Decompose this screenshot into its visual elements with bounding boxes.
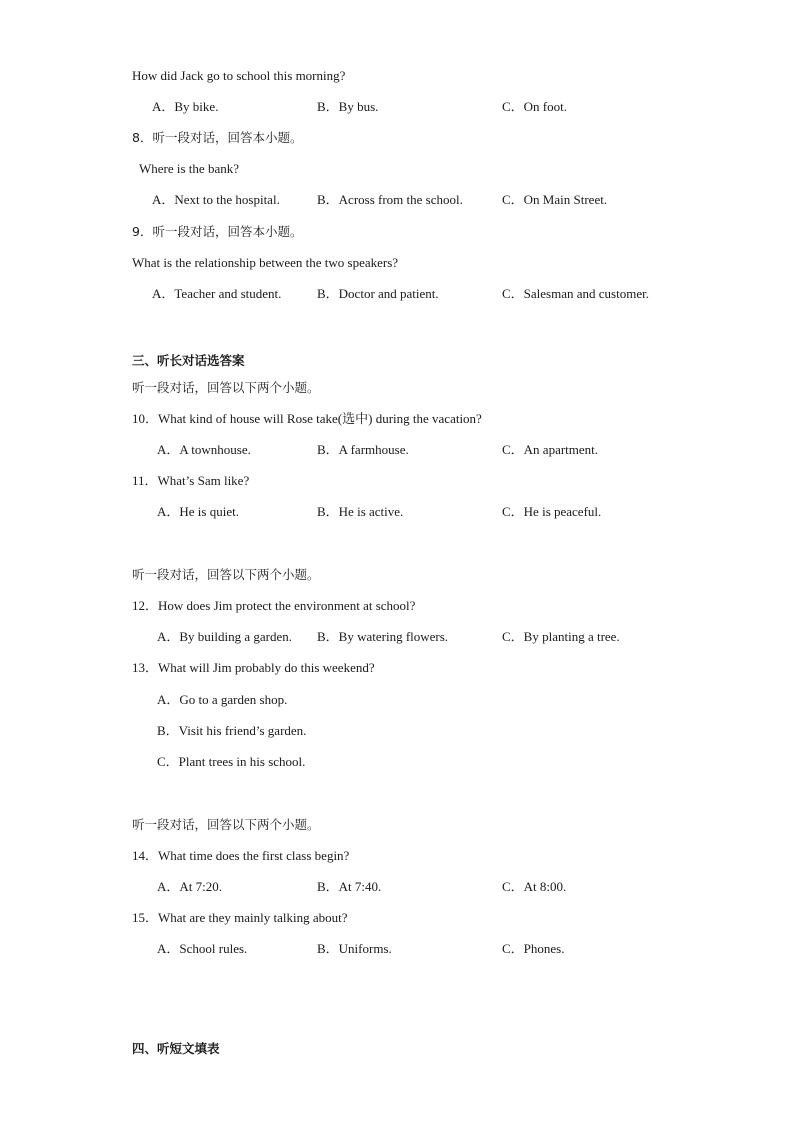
- question-9-text: What is the relationship between the two speakers?: [132, 255, 399, 270]
- question-13-text: 13．What will Jim probably do this weekend?: [132, 660, 375, 675]
- q15-option-b: B．Uniforms.: [317, 941, 392, 956]
- q15-option-a: A．School rules.: [157, 941, 248, 956]
- q12-option-a: A．By building a garden.: [157, 629, 293, 644]
- q14-option-b: B．At 7:40.: [317, 879, 382, 894]
- section-4-title: 四、听短文填表: [132, 1041, 220, 1056]
- group-1-intro: 听一段对话，回答以下两个小题。: [132, 380, 320, 395]
- question-9-heading: 9．听一段对话，回答本小题。: [132, 224, 303, 239]
- q15-option-c: C．Phones.: [502, 941, 565, 956]
- section-3-title: 三、听长对话选答案: [132, 353, 245, 368]
- q14-option-a: A．At 7:20.: [157, 879, 223, 894]
- q8-option-c: C．On Main Street.: [502, 192, 608, 207]
- q9-option-b: B．Doctor and patient.: [317, 286, 439, 301]
- q10-option-c: C．An apartment.: [502, 442, 599, 457]
- question-11-text: 11．What’s Sam like?: [132, 473, 250, 488]
- q11-option-b: B．He is active.: [317, 504, 404, 519]
- q12-option-b: B．By watering flowers.: [317, 629, 449, 644]
- question-8-text: Where is the bank?: [139, 161, 239, 176]
- group-2-intro: 听一段对话，回答以下两个小题。: [132, 567, 320, 582]
- q7-option-c: C．On foot.: [502, 99, 568, 114]
- question-8-heading: 8．听一段对话，回答本小题。: [132, 130, 303, 145]
- question-7-text: How did Jack go to school this morning?: [132, 68, 346, 83]
- q10-option-b: B．A farmhouse.: [317, 442, 409, 457]
- q8-option-a: A．Next to the hospital.: [152, 192, 280, 207]
- q9-option-c: C．Salesman and customer.: [502, 286, 649, 301]
- q7-option-b: B．By bus.: [317, 99, 379, 114]
- question-12-text: 12．How does Jim protect the environment at school?: [132, 598, 416, 613]
- question-15-text: 15．What are they mainly talking about?: [132, 910, 348, 925]
- question-10-text: 10．What kind of house will Rose take(选中) during the vacation?: [132, 411, 482, 426]
- q12-option-c: C．By planting a tree.: [502, 629, 620, 644]
- group-3-intro: 听一段对话，回答以下两个小题。: [132, 817, 320, 832]
- q13-option-c: C．Plant trees in his school.: [157, 754, 306, 769]
- q13-option-b: B．Visit his friend’s garden.: [157, 723, 307, 738]
- question-14-text: 14．What time does the first class begin?: [132, 848, 350, 863]
- q13-option-a: A．Go to a garden shop.: [157, 692, 288, 707]
- q7-option-a: A．By bike.: [152, 99, 219, 114]
- q11-option-c: C．He is peaceful.: [502, 504, 602, 519]
- q8-option-b: B．Across from the school.: [317, 192, 463, 207]
- q10-option-a: A．A townhouse.: [157, 442, 251, 457]
- q14-option-c: C．At 8:00.: [502, 879, 567, 894]
- q9-option-a: A．Teacher and student.: [152, 286, 282, 301]
- q11-option-a: A．He is quiet.: [157, 504, 239, 519]
